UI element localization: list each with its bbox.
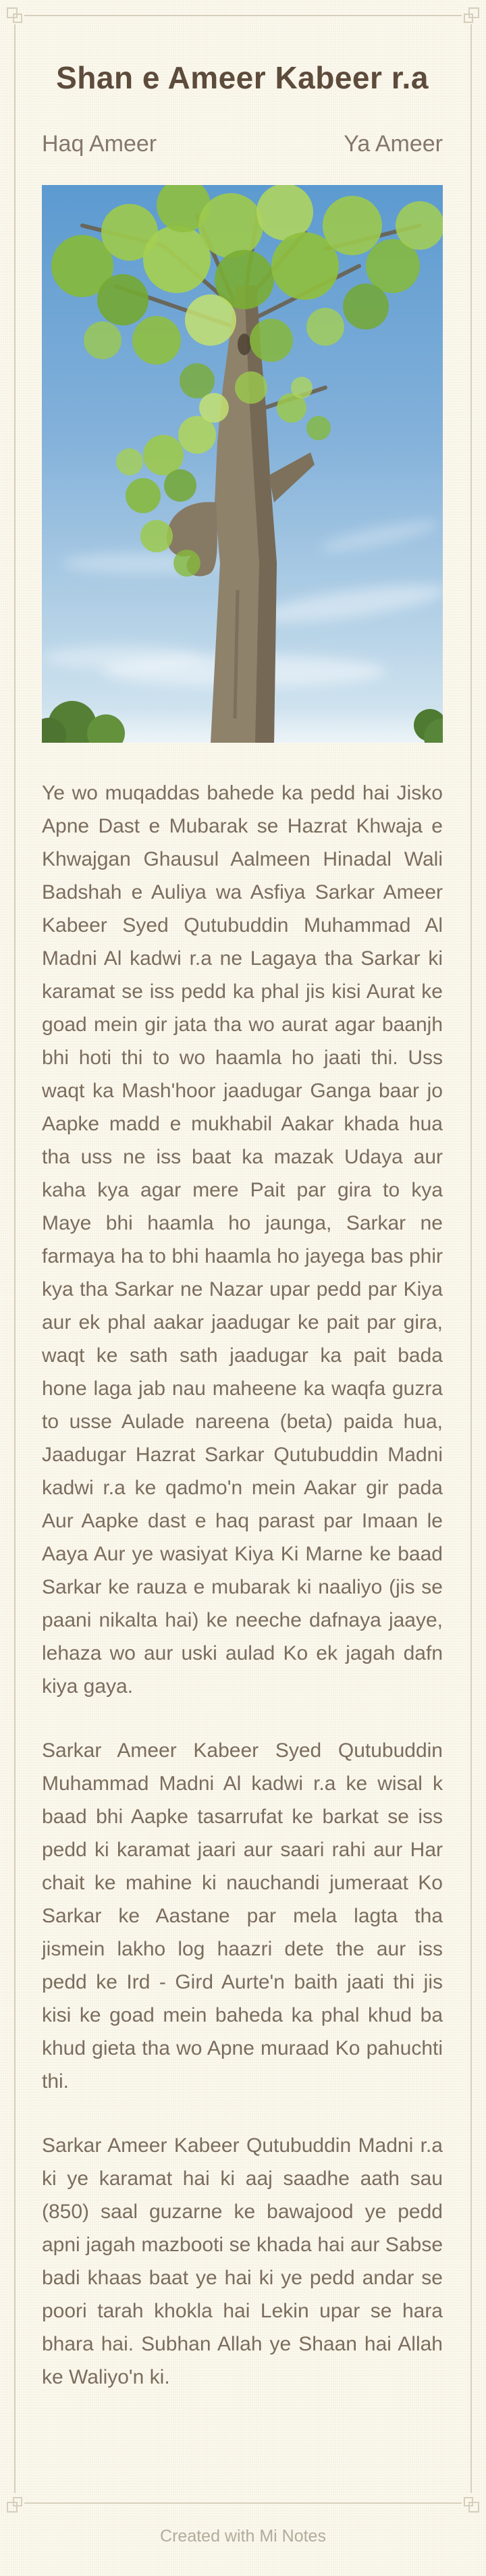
frame-border-bottom bbox=[24, 2502, 462, 2504]
note-paragraph: Sarkar Ameer Kabeer Qutubuddin Madni r.a ki ye karamat hai ki aaj saadhe aath sau (850) saal guzarne ke bawajood ye pedd apni jagah mazbooti se khada hai aur Sabse badi khaas baat ye hai ki ye pedd andar se poori tarah khokla hai Lekin upar se hara bhara hai. Subhan Allah ye Shaan hai Allah ke Waliyo'n ki. bbox=[42, 2134, 443, 2388]
subtitle-left: Haq Ameer bbox=[42, 131, 157, 157]
note-paragraph: Sarkar Ameer Kabeer Syed Qutubuddin Muhammad Madni Al kadwi r.a ke wisal k baad bhi Aapke tasarrufat ke barkat se iss pedd ki karamat jaari aur saari rahi aur Har chait ke mahine ki nauchandi jumeraat Ko Sarkar ke Aastane par mela lagta tha jismein lakho log haazri dete the aur iss pedd ke Ird - Gird Aurte'n baith jaati thi jis kisi ke goad mein baheda ka phal khud ba khud gieta tha wo Apne muraad Ko pahuchti thi. bbox=[42, 1739, 443, 2093]
subtitle-right: Ya Ameer bbox=[344, 131, 443, 157]
subtitle-row bbox=[42, 130, 443, 158]
note-paragraph: Ye wo muqaddas bahede ka pedd hai Jisko Apne Dast e Mubarak se Hazrat Khwaja e Khwajgan Ghausul Aalmeen Hinadal Wali Badshah e Auliya wa Asfiya Sarkar Ameer Kabeer Syed Qutubuddin Muhammad Al Madni Al kadwi r.a ne Lagaya tha Sarkar ki karamat se iss pedd ka phal jis kisi Aurat ke goad mein gir jata tha wo aurat agar baanjh bhi hoti thi to wo haamla ho jaati thi. Uss waqt ka Mash'hoor jaadugar Ganga baar jo Aapke madd e mukhabil Aakar khada hua tha uss ne iss baat ka mazak Udaya aur kaha kya agar mere Pait par gira to kya Maye bhi haamla ho jaunga, Sarkar ne farmaya ha to bhi haamla ho jayega bas phir kya tha Sarkar ne Nazar upar pedd par Kiya aur ek phal aakar jaadugar ke pait par gira, waqt ke sath sath jaadugar ka pait bada hone laga jab nau maheene ka waqfa guzra to usse Aulade nareena (beta) paida hua, Jaadugar Hazrat Sarkar Qutubuddin Madni kadwi r.a ke qadmo'n mein Aakar gir pada Aur Aapke dast e haq parast par Imaan le Aaya Aur ye wasiyat Kiya Ki Marne ke baad Sarkar ke rauza e mubarak ki naaliyo (jis se paani nikalta hai) ke neeche dafnaya jaaye, lehaza wo aur uski aulad Ko ek jagah dafn kiya gaya. bbox=[42, 782, 443, 1698]
tree-photo bbox=[42, 185, 443, 743]
frame-corner-ornament-bottom-left bbox=[7, 2492, 27, 2513]
watermark-text: Created with Mi Notes bbox=[160, 2527, 326, 2546]
frame-corner-ornament-bottom-right bbox=[459, 2492, 479, 2513]
tree-photo-graphic bbox=[42, 185, 443, 743]
note-title: Shan e Ameer Kabeer r.a bbox=[56, 60, 429, 95]
